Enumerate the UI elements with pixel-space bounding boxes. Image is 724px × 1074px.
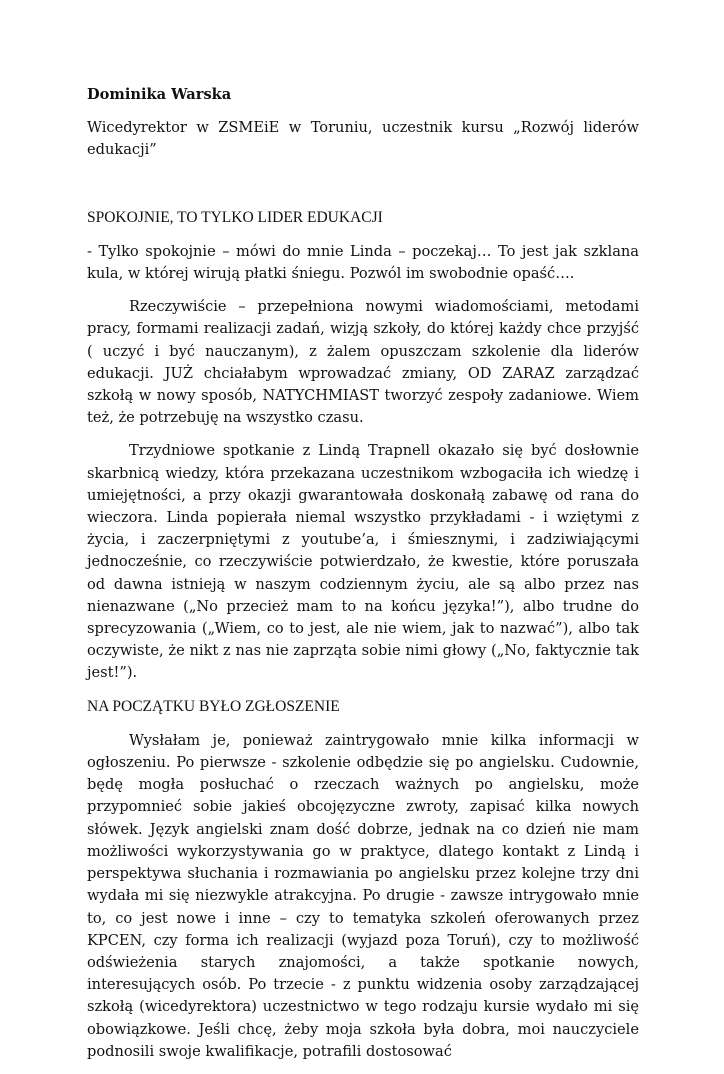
paragraph-reflection: Rzeczywiście – przepełniona nowymi wiadomościami, metodami pracy, formami realizacji zadań, wizją szkoły, do której każdy chce przyjść ( uczyć i być nauczanym), z żalem opuszczam szkolenie dla liderów edukacji. JUŻ chciałabym wprowadzać zmiany, OD ZARAZ zarządzać szkołą w nowy sposób, NATYCHMIAST tworzyć zespoły zadaniowe. Wiem też, że potrzebuję na wszystko czasu.	[87, 298, 639, 427]
paragraph-training: Trzydniowe spotkanie z Lindą Trapnell okazało się być dosłownie skarbnicą wiedzy, która przekazana uczestnikom wzbogaciła ich wiedzę i umiejętności, a przy okazji gwarantowała doskonałą zabawę od rana do wieczora. Linda popierała niemal wszystko przykładami - i wziętymi z życia, i zaczerpniętymi z youtube’a, i śmiesznymi, i zadziwiającymi jednocześnie, co rzeczywiście potwierdzało, że kwestie, które poruszała od dawna istnieją w naszym codziennym życiu, ale są albo przez nas nienazwane („No przecież mam to na końcu języka!”), albo trudne do sprecyzowania („Wiem, co to jest, ale nie wiem, jak to nazwać”), albo tak oczywiste, że nikt z nas nie zaprząta sobie nimi głowy („No, faktycznie tak jest!”).	[87, 442, 639, 682]
author-name: Dominika Warska	[87, 86, 232, 103]
paragraph-application: Wysłałam je, ponieważ zaintrygowało mnie kilka informacji w ogłoszeniu. Po pierwsze - szkolenie odbędzie się po angielsku. Cudownie, będę mogła posłuchać o rzeczach ważnych po angielsku, może przypomnieć sobie jakieś obcojęzyczne zwroty, zapisać kilka nowych słówek. Język angielski znam dość dobrze, jednak na co dzień nie mam możliwości wykorzystywania go w praktyce, dlatego kontakt z Lindą i perspektywa słuchania i rozmawiania po angielsku przez kolejne trzy dni wydała mi się niezwykle atrakcyjna. Po drugie - zawsze intrygowało mnie to, co jest nowe i inne – czy to tematyka szkoleń oferowanych przez KPCEN, czy forma ich realizacji (wyjazd poza Toruń), czy to możliwość odświeżenia starych znajomości, a także spotkanie nowych, interesujących osób. Po trzecie - z punktu widzenia osoby zarządzającej szkołą (wicedyrektora) uczestnictwo w tego rodzaju kursie wydało mi się obowiązkowe. Jeśli chcę, żeby moja szkoła była dobra, moi nauczyciele podnosili swoje kwalifikacje, potrafili dostosować	[87, 731, 639, 1060]
article-title: SPOKOJNIE, TO TYLKO LIDER EDUKACJI	[87, 208, 383, 226]
section-heading-application: NA POCZĄTKU BYŁO ZGŁOSZENIE	[87, 697, 340, 715]
document-page	[87, 84, 639, 1074]
paragraph-intro-quote: - Tylko spokojnie – mówi do mnie Linda – poczekaj… To jest jak szklana kula, w której wirują płatki śniegu. Pozwól im swobodnie opaść….	[87, 242, 639, 283]
author-role: Wicedyrektor w ZSMEiE w Toruniu, uczestnik kursu „Rozwój liderów edukacji”	[87, 119, 639, 159]
